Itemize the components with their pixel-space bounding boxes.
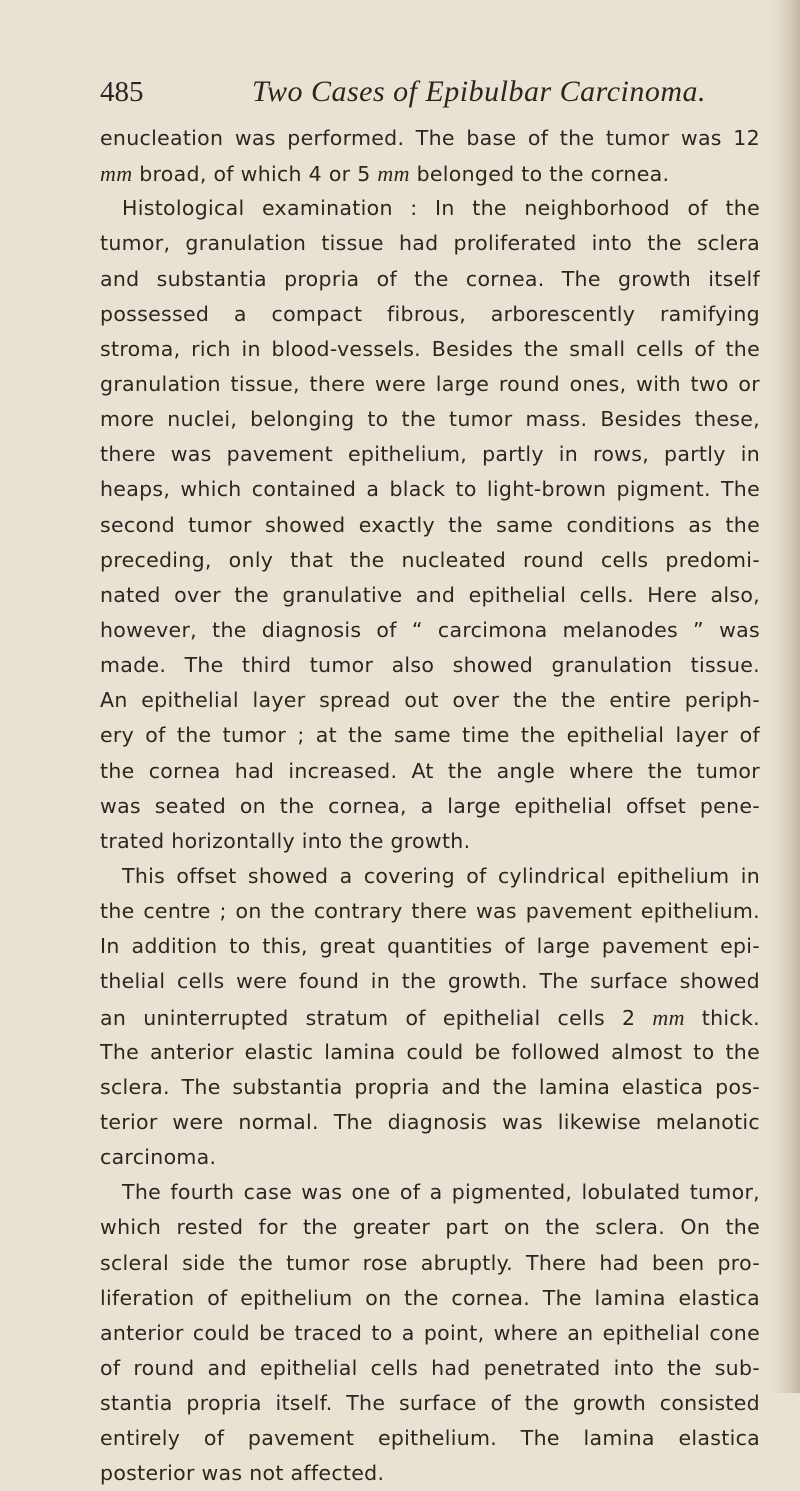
text-segment: nated over the granulative and epithelial cells. Here also, [100,582,760,607]
text-segment: more nuclei, belonging to the tumor mass. Besides these, [100,407,760,432]
text-segment: The fourth case was one of a pigmented, lobulated tumor, [122,1180,760,1205]
text-segment: thick. [684,1005,760,1030]
text-segment: terior were normal. The diagnosis was likewise melanotic [100,1109,760,1134]
text-line [100,437,760,472]
text-line [100,789,760,824]
text-segment: trated horizontally into the growth. [100,828,471,853]
text-segment: heaps, which contained a black to light-brown pigment. The [100,477,760,502]
text-segment: the centre ; on the contrary there was pavement epithelium. [100,899,760,924]
text-segment: preceding, only that the nucleated round cells predomi- [100,547,760,572]
text-line [100,1386,760,1421]
text-line [100,367,760,402]
text-segment: an uninterrupted stratum of epithelial cells 2 [100,1005,653,1030]
text-segment: second tumor showed exactly the same conditions as the [100,512,760,537]
text-segment: which rested for the greater part on the sclera. On the [100,1215,760,1240]
text-line [100,1246,760,1281]
text-line [100,226,760,261]
text-segment: made. The third tumor also showed granulation tissue. [100,653,760,678]
page-header [100,72,760,112]
text-segment: anterior could be traced to a point, where an epithelial cone [100,1320,760,1345]
text-line [100,1000,760,1035]
text-line [100,472,760,507]
text-segment: thelial cells were found in the growth. The surface showed [100,969,760,994]
text-line [100,508,760,543]
body-text [100,121,760,1491]
text-segment: Histological examination : In the neighborhood of the [122,196,760,221]
text-segment: tumor, granulation tissue had proliferated into the sclera [100,231,760,256]
italic-unit: mm [377,161,410,187]
text-segment: belonged to the cornea. [409,162,670,187]
text-line [100,894,760,929]
text-line [100,824,760,859]
running-title: Two Cases of Epibulbar Carcinoma. [252,75,707,108]
text-segment: The anterior elastic lamina could be followed almost to the [100,1039,760,1064]
text-segment: however, the diagnosis of “ carcimona melanodes ” was [100,617,760,642]
page-number: 485 [100,76,144,108]
text-segment: there was pavement epithelium, partly in rows, partly in [100,442,760,467]
text-line [100,1070,760,1105]
text-line [100,1281,760,1316]
text-line [100,191,760,226]
text-line [100,1175,760,1210]
text-line [100,332,760,367]
text-segment: In addition to this, great quantities of large pavement epi- [100,934,760,959]
text-line [100,648,760,683]
text-segment: broad, of which 4 or 5 [132,162,378,187]
italic-unit: mm [652,1004,685,1030]
text-line [100,1035,760,1070]
text-segment: stantia propria itself. The surface of the growth consisted [100,1391,760,1416]
text-segment: carcinoma. [100,1145,217,1170]
text-segment: possessed a compact fibrous, arborescently ramifying [100,301,760,326]
text-line [100,718,760,753]
text-segment: posterior was not affected. [100,1461,385,1486]
text-segment: granulation tissue, there were large round ones, with two or [100,371,760,396]
text-segment: scleral side the tumor rose abruptly. There had been pro- [100,1250,760,1275]
text-line [100,156,760,191]
text-line [100,613,760,648]
text-line [100,1421,760,1456]
text-line [100,1140,760,1175]
text-line [100,859,760,894]
text-line [100,121,760,156]
text-segment: and substantia propria of the cornea. The growth itself [100,266,760,291]
italic-unit: mm [100,161,133,187]
text-segment: of round and epithelial cells had penetrated into the sub- [100,1355,760,1380]
text-segment: enucleation was performed. The base of the tumor was 12 [100,126,760,150]
text-line [100,1456,760,1491]
text-line [100,683,760,718]
text-line [100,1105,760,1140]
text-segment: ery of the tumor ; at the same time the epithelial layer of [100,723,760,748]
text-segment: sclera. The substantia propria and the lamina elastica pos- [100,1074,760,1099]
text-line [100,964,760,999]
text-segment: entirely of pavement epithelium. The lamina elastica [100,1426,760,1451]
text-line [100,1351,760,1386]
text-line [100,1210,760,1245]
text-line [100,297,760,332]
text-segment: An epithelial layer spread out over the the entire periph- [100,688,760,713]
text-segment: This offset showed a covering of cylindrical epithelium in [122,863,760,888]
text-line [100,262,760,297]
text-line [100,754,760,789]
text-segment: the cornea had increased. At the angle where the tumor [100,758,760,783]
text-segment: liferation of epithelium on the cornea. The lamina elastica [100,1285,760,1310]
text-line [100,929,760,964]
text-line [100,1316,760,1351]
text-line [100,543,760,578]
text-line [100,578,760,613]
page-edge-shadow [770,0,800,1393]
text-segment: stroma, rich in blood-vessels. Besides the small cells of the [100,336,760,361]
text-segment: was seated on the cornea, a large epithelial offset pene- [100,793,760,818]
text-line [100,402,760,437]
